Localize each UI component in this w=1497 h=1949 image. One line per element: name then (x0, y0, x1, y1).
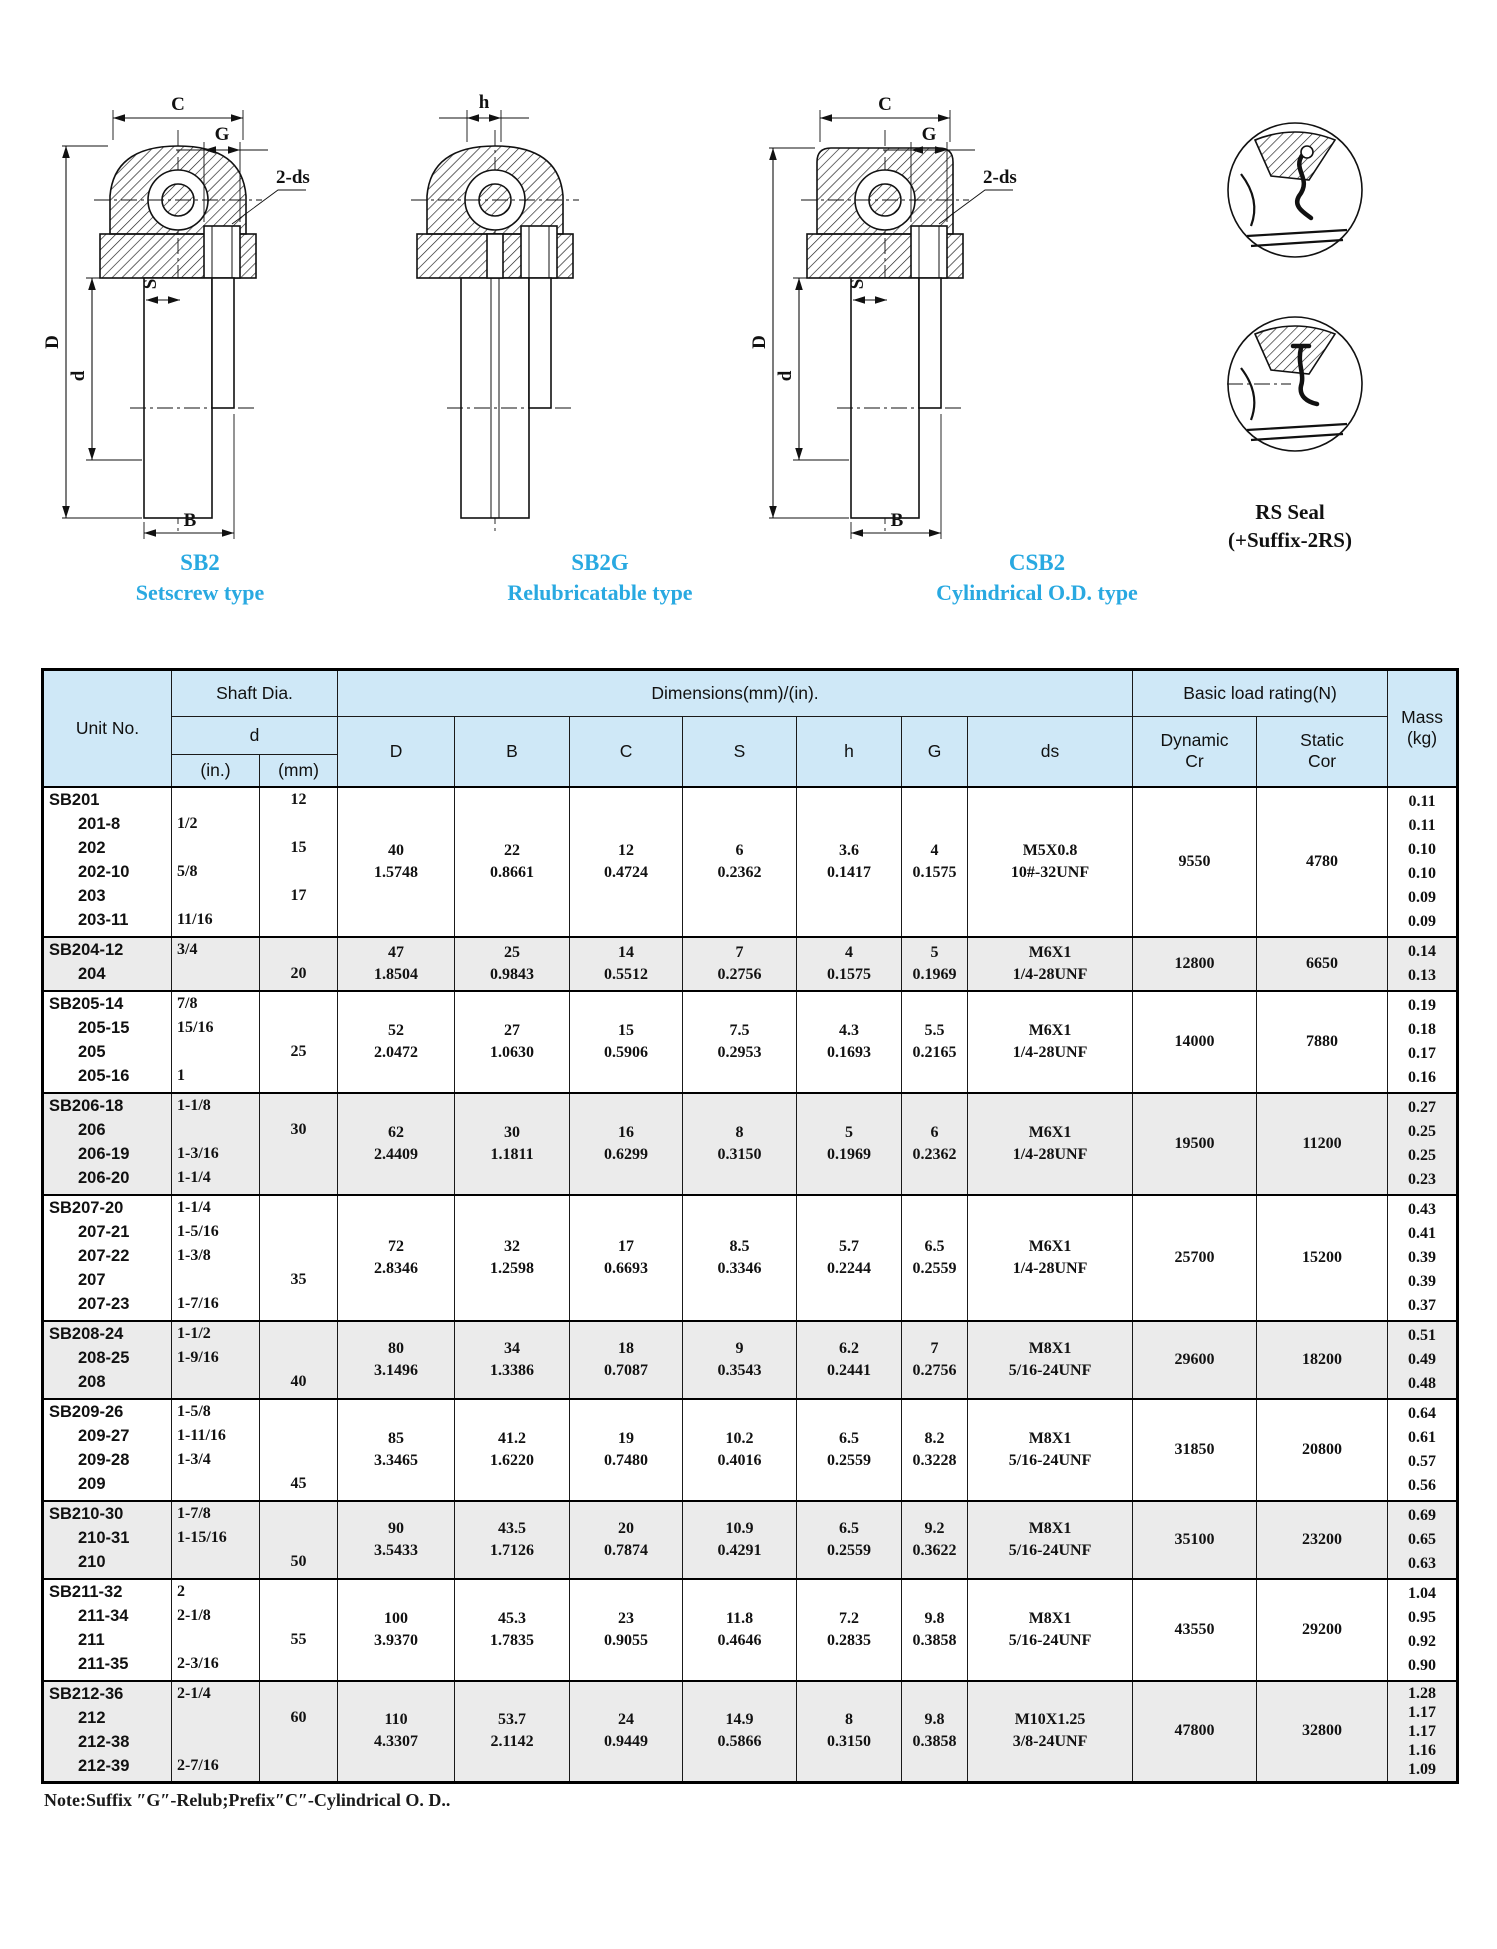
dim-label-g: G (214, 124, 230, 145)
mass-cell: 0.11 0.11 0.10 0.10 0.09 0.09 (1388, 787, 1458, 937)
shaft-dia-in-cell: 1-5/8 1-11/16 1-3/4 (172, 1399, 260, 1501)
dim-cell-B: 34 1.3386 (455, 1321, 570, 1399)
dim-label-b: B (183, 510, 197, 531)
dim-cell-S: 9 0.3543 (683, 1321, 797, 1399)
col-header-unit-no: Unit No. (43, 670, 172, 787)
shaft-dia-in-cell: 2 2-1/8 2-3/16 (172, 1579, 260, 1681)
col-header-ds: ds (968, 717, 1133, 787)
dim-cell-D: 90 3.5433 (338, 1501, 455, 1579)
table-row (43, 991, 1458, 1093)
mass-cell: 0.14 0.13 (1388, 937, 1458, 991)
dim-label-c: C (171, 94, 185, 115)
dim-label-2ds: 2-ds (983, 167, 1017, 188)
shaft-dia-mm-cell: 20 (260, 937, 338, 991)
col-header-shaft-dia: Shaft Dia. (172, 670, 338, 717)
shaft-dia-mm-cell: 25 (260, 991, 338, 1093)
dim-cell-ds: M6X1 1/4-28UNF (968, 1195, 1133, 1321)
dim-cell-ds: M8X1 5/16-24UNF (968, 1579, 1133, 1681)
dim-label-h: h (478, 92, 490, 113)
mass-cell: 0.27 0.25 0.25 0.23 (1388, 1093, 1458, 1195)
static-cor-cell: 18200 (1257, 1321, 1388, 1399)
dim-cell-C: 16 0.6299 (570, 1093, 683, 1195)
dim-cell-S: 10.9 0.4291 (683, 1501, 797, 1579)
dynamic-cr-cell: 43550 (1133, 1579, 1257, 1681)
table-row (43, 937, 1458, 991)
dim-label-2ds: 2-ds (276, 167, 310, 188)
unit-cell: SB212-36 212 212-38 212-39 (43, 1681, 172, 1783)
static-cor-cell: 11200 (1257, 1093, 1388, 1195)
col-header-mass: Mass (kg) (1388, 670, 1458, 787)
static-cor-cell: 32800 (1257, 1681, 1388, 1783)
table-row (43, 1681, 1458, 1783)
table-header (43, 670, 1458, 787)
dim-cell-B: 45.3 1.7835 (455, 1579, 570, 1681)
dim-cell-S: 7.5 0.2953 (683, 991, 797, 1093)
unit-cell: SB206-18 206 206-19 206-20 (43, 1093, 172, 1195)
dim-label-c: C (878, 94, 892, 115)
static-cor-cell: 4780 (1257, 787, 1388, 937)
mass-cell: 0.19 0.18 0.17 0.16 (1388, 991, 1458, 1093)
dynamic-cr-cell: 19500 (1133, 1093, 1257, 1195)
dim-cell-D: 100 3.9370 (338, 1579, 455, 1681)
table-row (43, 1399, 1458, 1501)
shaft-dia-in-cell: 1-1/8 1-3/16 1-1/4 (172, 1093, 260, 1195)
col-header-G: G (902, 717, 968, 787)
dim-cell-S: 11.8 0.4646 (683, 1579, 797, 1681)
col-header-B: B (455, 717, 570, 787)
shaft-dia-in-cell: 1-1/4 1-5/16 1-3/8 1-7/16 (172, 1195, 260, 1321)
shaft-dia-mm-cell: 50 (260, 1501, 338, 1579)
dim-cell-B: 27 1.0630 (455, 991, 570, 1093)
caption-sb2g (430, 548, 770, 608)
mass-cell: 0.43 0.41 0.39 0.39 0.37 (1388, 1195, 1458, 1321)
rs-seal-suffix: (+Suffix-2RS) (1228, 528, 1352, 552)
table-row (43, 1195, 1458, 1321)
unit-cell: SB209-26 209-27 209-28 209 (43, 1399, 172, 1501)
dim-cell-S: 6 0.2362 (683, 787, 797, 937)
dim-cell-h: 7.2 0.2835 (797, 1579, 902, 1681)
unit-cell: SB208-24 208-25 208 (43, 1321, 172, 1399)
dim-cell-ds: M8X1 5/16-24UNF (968, 1321, 1133, 1399)
dim-cell-B: 41.2 1.6220 (455, 1399, 570, 1501)
dim-cell-G: 9.8 0.3858 (902, 1681, 968, 1783)
shaft-dia-mm-cell: 60 (260, 1681, 338, 1783)
unit-cell: SB204-12 204 (43, 937, 172, 991)
table-row (43, 1093, 1458, 1195)
dim-cell-ds: M6X1 1/4-28UNF (968, 937, 1133, 991)
setscrew (204, 226, 240, 278)
col-header-D: D (338, 717, 455, 787)
dim-cell-B: 32 1.2598 (455, 1195, 570, 1321)
col-header-in: (in.) (172, 755, 260, 787)
caption-sb2g-type: Relubricatable type (507, 580, 693, 605)
mass-cell: 0.64 0.61 0.57 0.56 (1388, 1399, 1458, 1501)
dynamic-cr-cell: 25700 (1133, 1195, 1257, 1321)
mass-cell: 1.04 0.95 0.92 0.90 (1388, 1579, 1458, 1681)
col-header-d: d (172, 717, 338, 755)
static-cor-cell: 7880 (1257, 991, 1388, 1093)
caption-csb2 (867, 548, 1207, 608)
dim-cell-G: 6 0.2362 (902, 1093, 968, 1195)
dim-cell-h: 6.5 0.2559 (797, 1399, 902, 1501)
col-header-h: h (797, 717, 902, 787)
dim-cell-D: 85 3.3465 (338, 1399, 455, 1501)
dim-cell-D: 40 1.5748 (338, 787, 455, 937)
dim-cell-G: 9.2 0.3622 (902, 1501, 968, 1579)
dim-cell-B: 53.7 2.1142 (455, 1681, 570, 1783)
dim-cell-S: 14.9 0.5866 (683, 1681, 797, 1783)
dim-cell-h: 6.2 0.2441 (797, 1321, 902, 1399)
dim-cell-h: 4.3 0.1693 (797, 991, 902, 1093)
dim-cell-G: 5 0.1969 (902, 937, 968, 991)
rs-seal-title: RS Seal (1255, 500, 1325, 524)
dim-cell-C: 19 0.7480 (570, 1399, 683, 1501)
lube-groove (487, 234, 503, 278)
dim-cell-h: 6.5 0.2559 (797, 1501, 902, 1579)
dim-cell-C: 20 0.7874 (570, 1501, 683, 1579)
dim-cell-G: 8.2 0.3228 (902, 1399, 968, 1501)
dim-cell-D: 62 2.4409 (338, 1093, 455, 1195)
unit-cell: SB201 201-8 202 202-10 203 203-11 (43, 787, 172, 937)
static-cor-cell: 23200 (1257, 1501, 1388, 1579)
rs-seal-details (1205, 112, 1385, 492)
dim-label-D: D (42, 335, 63, 349)
dim-cell-S: 7 0.2756 (683, 937, 797, 991)
dim-cell-G: 7 0.2756 (902, 1321, 968, 1399)
dim-cell-G: 9.8 0.3858 (902, 1579, 968, 1681)
dim-cell-C: 12 0.4724 (570, 787, 683, 937)
dim-cell-h: 5.7 0.2244 (797, 1195, 902, 1321)
static-cor-cell: 20800 (1257, 1399, 1388, 1501)
shaft-dia-in-cell: 1/2 5/8 11/16 (172, 787, 260, 937)
static-cor-cell: 15200 (1257, 1195, 1388, 1321)
dim-cell-S: 8 0.3150 (683, 1093, 797, 1195)
col-header-dynamic-cr: Dynamic Cr (1133, 717, 1257, 787)
shaft-dia-mm-cell: 12 15 17 (260, 787, 338, 937)
dim-cell-B: 22 0.8661 (455, 787, 570, 937)
shaft-dia-mm-cell: 40 (260, 1321, 338, 1399)
shaft-dia-in-cell: 1-7/8 1-15/16 (172, 1501, 260, 1579)
shaft-dia-in-cell: 7/8 15/16 1 (172, 991, 260, 1093)
caption-sb2-type: Setscrew type (135, 580, 265, 605)
caption-csb2-type: Cylindrical O.D. type (936, 580, 1138, 605)
sb2-drawing (38, 84, 338, 539)
dim-label-b: B (890, 510, 904, 531)
dim-cell-G: 5.5 0.2165 (902, 991, 968, 1093)
dynamic-cr-cell: 47800 (1133, 1681, 1257, 1783)
table-row (43, 1579, 1458, 1681)
table-row (43, 1501, 1458, 1579)
dim-label-g: G (921, 124, 937, 145)
dim-cell-D: 72 2.8346 (338, 1195, 455, 1321)
dim-label-s: S (140, 278, 161, 290)
dim-cell-G: 6.5 0.2559 (902, 1195, 968, 1321)
col-header-mm: (mm) (260, 755, 338, 787)
dim-cell-C: 17 0.6693 (570, 1195, 683, 1321)
caption-csb2-code: CSB2 (1008, 550, 1066, 575)
sb2g-drawing (355, 84, 655, 539)
dim-cell-ds: M6X1 1/4-28UNF (968, 991, 1133, 1093)
caption-sb2-code: SB2 (180, 550, 220, 575)
grease-fitting (521, 226, 557, 278)
col-header-dimensions: Dimensions(mm)/(in). (338, 670, 1133, 717)
table-row (43, 787, 1458, 937)
mass-cell: 0.51 0.49 0.48 (1388, 1321, 1458, 1399)
dim-cell-D: 110 4.3307 (338, 1681, 455, 1783)
dim-cell-ds: M8X1 5/16-24UNF (968, 1501, 1133, 1579)
dim-label-s: S (847, 278, 868, 290)
dim-cell-B: 43.5 1.7126 (455, 1501, 570, 1579)
shaft-dia-in-cell: 3/4 (172, 937, 260, 991)
spec-table (41, 668, 1459, 1784)
dim-cell-C: 18 0.7087 (570, 1321, 683, 1399)
caption-sb2g-code: SB2G (571, 550, 629, 575)
dynamic-cr-cell: 29600 (1133, 1321, 1257, 1399)
dim-cell-D: 52 2.0472 (338, 991, 455, 1093)
shaft-dia-mm-cell: 55 (260, 1579, 338, 1681)
footnote: Note:Suffix ″G″-Relub;Prefix″C″-Cylindrical O. D.. (44, 1790, 451, 1810)
dynamic-cr-cell: 35100 (1133, 1501, 1257, 1579)
dim-cell-h: 5 0.1969 (797, 1093, 902, 1195)
dim-cell-D: 80 3.1496 (338, 1321, 455, 1399)
dim-cell-B: 30 1.1811 (455, 1093, 570, 1195)
spec-table-body (43, 787, 1458, 1783)
col-header-C: C (570, 717, 683, 787)
dim-cell-G: 4 0.1575 (902, 787, 968, 937)
dynamic-cr-cell: 9550 (1133, 787, 1257, 937)
dim-cell-B: 25 0.9843 (455, 937, 570, 991)
mass-cell: 0.69 0.65 0.63 (1388, 1501, 1458, 1579)
shaft (144, 278, 212, 518)
dim-cell-ds: M8X1 5/16-24UNF (968, 1399, 1133, 1501)
dynamic-cr-cell: 31850 (1133, 1399, 1257, 1501)
dynamic-cr-cell: 14000 (1133, 991, 1257, 1093)
shaft-dia-mm-cell: 45 (260, 1399, 338, 1501)
dim-label-d: d (68, 370, 89, 382)
static-cor-cell: 29200 (1257, 1579, 1388, 1681)
table-row (43, 1321, 1458, 1399)
unit-cell: SB211-32 211-34 211 211-35 (43, 1579, 172, 1681)
csb2-drawing (745, 84, 1045, 539)
dim-label-d: d (775, 370, 796, 382)
shaft-dia-in-cell: 1-1/2 1-9/16 (172, 1321, 260, 1399)
shaft-dia-in-cell: 2-1/4 2-7/16 (172, 1681, 260, 1783)
caption-sb2 (30, 548, 370, 608)
dim-cell-C: 24 0.9449 (570, 1681, 683, 1783)
dim-cell-C: 23 0.9055 (570, 1579, 683, 1681)
static-cor-cell: 6650 (1257, 937, 1388, 991)
dim-cell-h: 8 0.3150 (797, 1681, 902, 1783)
dim-cell-h: 3.6 0.1417 (797, 787, 902, 937)
dim-cell-ds: M10X1.25 3/8-24UNF (968, 1681, 1133, 1783)
unit-cell: SB207-20 207-21 207-22 207 207-23 (43, 1195, 172, 1321)
unit-cell: SB205-14 205-15 205 205-16 (43, 991, 172, 1093)
dim-label-D: D (749, 335, 770, 349)
setscrew (911, 226, 947, 278)
col-header-S: S (683, 717, 797, 787)
dim-cell-S: 10.2 0.4016 (683, 1399, 797, 1501)
unit-cell: SB210-30 210-31 210 (43, 1501, 172, 1579)
col-header-basic-load: Basic load rating(N) (1133, 670, 1388, 717)
dim-cell-S: 8.5 0.3346 (683, 1195, 797, 1321)
shaft-dia-mm-cell: 30 (260, 1093, 338, 1195)
col-header-static-cor: Static Cor (1257, 717, 1388, 787)
dim-cell-C: 14 0.5512 (570, 937, 683, 991)
mass-cell: 1.28 1.17 1.17 1.16 1.09 (1388, 1681, 1458, 1783)
dim-cell-D: 47 1.8504 (338, 937, 455, 991)
dim-cell-ds: M6X1 1/4-28UNF (968, 1093, 1133, 1195)
dim-cell-C: 15 0.5906 (570, 991, 683, 1093)
dynamic-cr-cell: 12800 (1133, 937, 1257, 991)
caption-rs-seal (1170, 498, 1410, 554)
dim-cell-h: 4 0.1575 (797, 937, 902, 991)
shaft-dia-mm-cell: 35 (260, 1195, 338, 1321)
dim-cell-ds: M5X0.8 10#-32UNF (968, 787, 1133, 937)
